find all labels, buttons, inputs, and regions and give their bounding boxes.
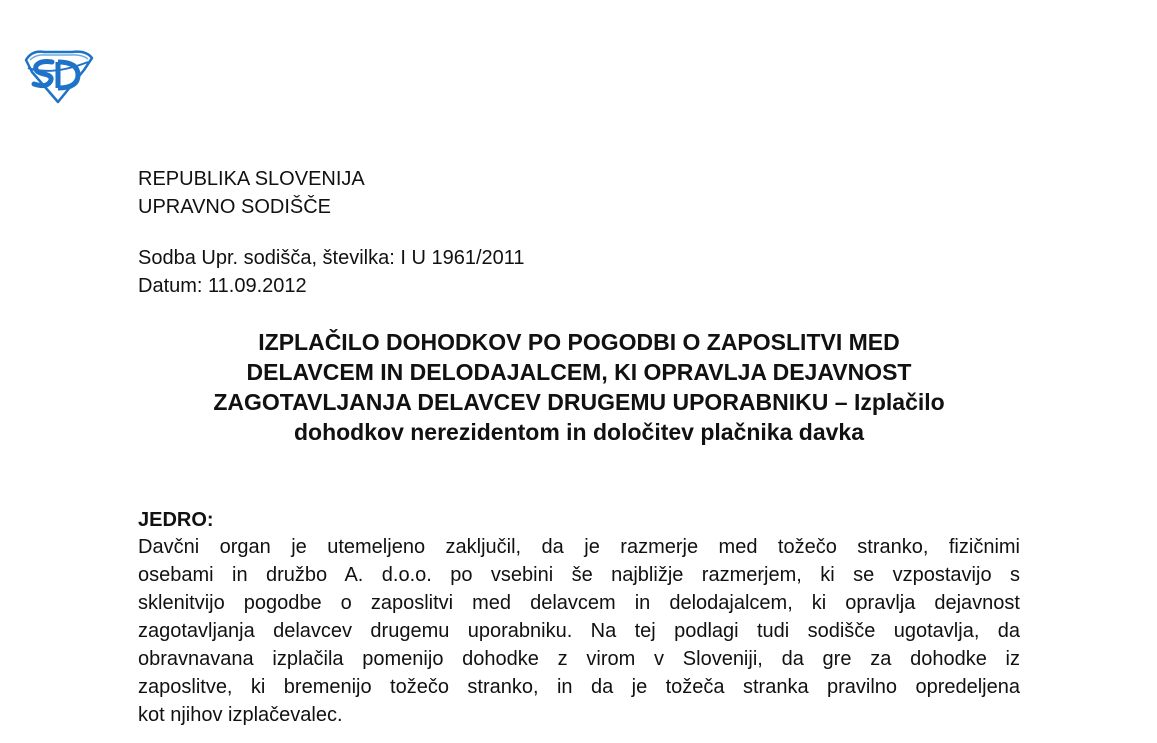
- paragraph-line: obravnavana izplačila pomenijo dohodke z virom v Sloveniji, da gre za dohodke iz: [138, 648, 1020, 670]
- paragraph-line: osebami in družbo A. d.o.o. po vsebini še najbližje razmerjem, ki se vzpostavijo s: [138, 564, 1020, 586]
- paragraph-line: sklenitvijo pogodbe o zaposlitvi med delavcem in delodajalcem, ki opravlja dejavnost: [138, 592, 1020, 614]
- sd-shield-logo-icon: [22, 46, 94, 104]
- court-logo-icon: [22, 46, 94, 104]
- paragraph-line: zagotavljanja delavcev drugemu uporabniku. Na tej podlagi tudi sodišče ugotavlja, da: [138, 620, 1020, 642]
- court-name: UPRAVNO SODIŠČE: [138, 196, 331, 218]
- title-line: DELAVCEM IN DELODAJALCEM, KI OPRAVLJA DEJAVNOST: [246, 359, 912, 385]
- decision-date: Datum: 11.09.2012: [138, 275, 307, 297]
- case-number: Sodba Upr. sodišča, številka: I U 1961/2011: [138, 247, 525, 269]
- paragraph-line: kot njihov izplačevalec.: [138, 704, 343, 726]
- jedro-paragraph: [138, 533, 1020, 729]
- jedro-heading: JEDRO:: [138, 509, 214, 531]
- case-reference: [138, 244, 525, 300]
- country-name: REPUBLIKA SLOVENIJA: [138, 168, 365, 190]
- paragraph-line: Davčni organ je utemeljeno zaključil, da je razmerje med tožečo stranko, fizičnimi: [138, 536, 1020, 558]
- paragraph-line: zaposlitve, ki bremenijo tožečo stranko, in da je tožeča stranka pravilno opredeljena: [138, 676, 1020, 698]
- court-header: [138, 165, 365, 221]
- title-line: ZAGOTAVLJANJA DELAVCEV DRUGEMU UPORABNIKU – Izplačilo: [213, 389, 945, 415]
- document-title: [138, 327, 1020, 447]
- title-line: IZPLAČILO DOHODKOV PO POGODBI O ZAPOSLITVI MED: [258, 329, 900, 355]
- title-line: dohodkov nerezidentom in določitev plačnika davka: [293, 419, 864, 445]
